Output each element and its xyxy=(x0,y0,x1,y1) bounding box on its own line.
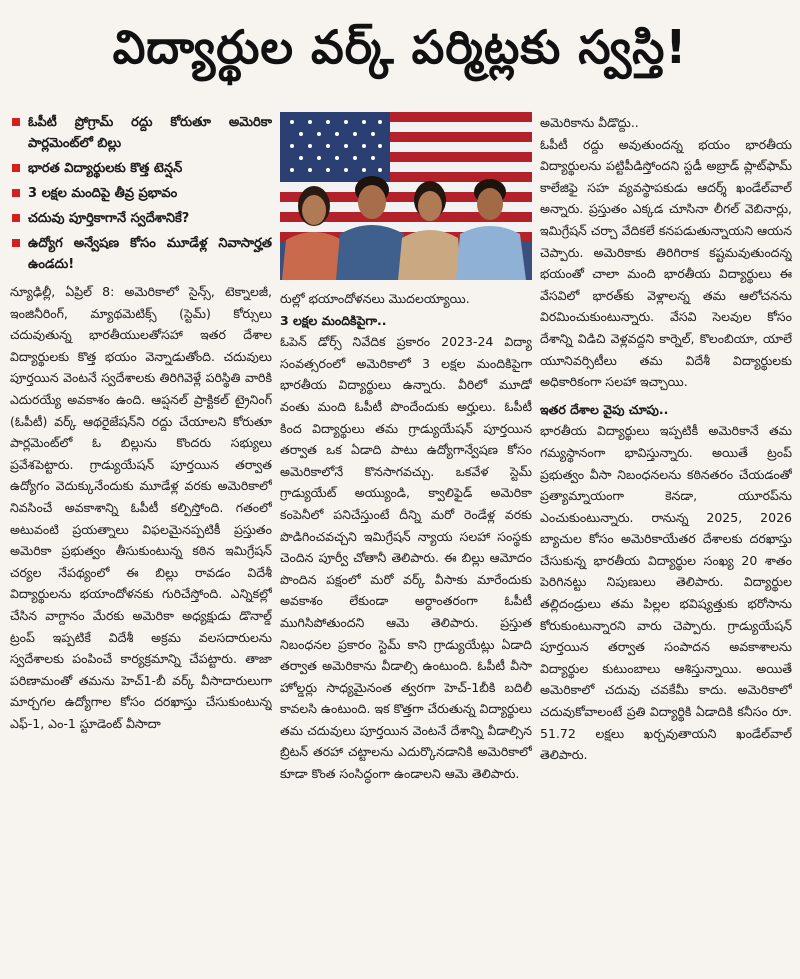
column-3 xyxy=(540,112,792,974)
bullet-text: చదువు పూర్తికాగానే స్వదేశానికే? xyxy=(28,211,190,226)
headline: విద్యార్థుల వర్క్ పర్మిట్లకు స్వస్తి! xyxy=(112,20,688,74)
column-1 xyxy=(10,112,272,974)
bullet-item xyxy=(10,208,272,229)
bullet-text: 3 లక్షల మందిపై తీవ్ర ప్రభావం xyxy=(28,186,178,201)
article-body-2: ఓపెన్ డోర్స్ నివేదిక ప్రకారం 2023-24 విద్యా సంవత్సరంలో అమెరికాలో 3 లక్షల మందికిపైగా భారతీయ విద్యార్థులు ఉన్నారు. వీరిలో మూడో వంతు మంది ఓపీటీ పొందేందుకు అర్హులు. ఓపీటీ కింద విద్యార్థులు తమ గ్రాడ్యుయేషన్ పూర్తయిన తర్వాత ఒక ఏడాది పాటు ఉద్యోగాన్వేషణ కోసం అమెరికాలోనే కొనసాగవచ్చు. ఒకవేళ స్టెమ్ గ్రాడ్యుయేట్ అయ్యుండి, క్వాలిఫైడ్ అమెరికా కంపెనీలో పనిచేస్తుంటే దీన్ని మరో రెండేళ్ల వరకు పొడిగించవచ్చని ఇమిగ్రేషన్ న్యాయ సలహా సంస్థకు చెందిన పూర్వీ చోతానీ తెలిపారు. ఈ బిల్లు ఆమోదం పొందిన పక్షంలో మరో వర్క్ వీసాకు మారేందుకు అవకాశం లేకుండా అర్ధాంతరంగా ఓపీటీ ముగిసిపోతుందని ఆమె తెలిపారు. ప్రస్తుత నిబంధనల ప్రకారం స్టెమ్ కాని గ్రాడ్యుయేట్లు ఏడాది తర్వాత అమెరికాను వీడాల్సి ఉంటుంది. ఓపీటీ వీసా హోల్డర్లు సాధ్యమైనంత త్వరగా హెచ్-1బీకి బదిలీ కావలసి ఉంటుంది. ఇక కొత్తగా చేరుతున్న విద్యార్థులు తమ చదువులు పూర్తయిన వెంటనే దేశాన్ని వీడాల్సిన బ్రిటన్ తరహా చట్టాలను ఎదుర్కొనడానికి అమెరికాలో కూడా కొంత సంసిద్ధంగా ఉండాలని ఆమె తెలిపారు. xyxy=(280,334,532,782)
subheading-3-lakh: 3 లక్షల మందికిపైగా.. xyxy=(280,312,387,328)
article-body-1: న్యూఢిల్లీ, ఏప్రిల్ 8: అమెరికాలో సైన్స్, టెక్నాలజీ, ఇంజినీరింగ్, మ్యాథమెటిక్స్ (స్టెమ్) కోర్సులు చదువుతున్న భారతీయులతోసహా ఇతర దేశాల విద్యార్థులకు కొత్త భయం వెన్నాడుతోంది. చదువులు పూర్తయిన వెంటనే స్వదేశాలకు తిరిగివెళ్లే పరిస్థితి వారికి ఎదురయ్యే అవకాశం ఉంది. ఆప్షనల్ ప్రాక్టికల్ ట్రైనింగ్ (ఓపీటీ) వర్క్ ఆథరైజేషన్‌ని రద్దు చేయాలని కోరుతూ పార్లమెంట్‌లో ఓ బిల్లును కొందరు సభ్యులు ప్రవేశపెట్టారు. గ్రాడ్యుయేషన్ పూర్తయిన తర్వాత ఉద్యోగం వెదుక్కునేందుకు మూడేళ్ల వరకు అమెరికాలో నివసించే అవకాశాన్ని ఓపీటీ కల్పిస్తోంది. గతంలో అటువంటి ప్రయత్నాలు విఫలమైనప్పటికీ ప్రస్తుతం అమెరికా ప్రభుత్వం తీసుకుంటున్న కఠిన ఇమిగ్రేషన్ చర్యల నేపథ్యంలో ఈ బిల్లు రావడం విదేశీ విద్యార్థులను భయాందోళనకు గురిచేస్తోంది. ఎన్నికల్లో చేసిన వాగ్దానం మేరకు అమెరికా అధ్యక్షుడు డొనాల్డ్ ట్రంప్ ఇప్పటికే విదేశీ అక్రమ వలసదారులను స్వదేశాలకు పంపించే కార్యక్రమాన్ని చేపట్టారు. తాజా పరిణామంతో తమను హెచ్1-బీ వర్క్ వీసాదారులుగా మార్చగల ఉద్యోగాల కోసం దరఖాస్తు చేసుకుంటున్న ఎఫ్-1, ఎం-1 స్టూడెంట్ వీసాదా xyxy=(10,284,272,731)
bullet-text: భారత విద్యార్థులకు కొత్త టెన్షన్ xyxy=(28,161,183,176)
bullet-marker xyxy=(12,164,20,172)
bullet-item xyxy=(10,158,272,179)
subheading-other-countries: ఇతర దేశాల వైపు చూపు.. xyxy=(540,401,669,417)
bullet-marker xyxy=(12,214,20,222)
bullet-marker xyxy=(12,118,20,126)
bullet-text: ఓపీటీ ప్రోగ్రామ్ రద్దు కోరుతూ అమెరికా పార్లమెంట్‌లో బిల్లు xyxy=(28,115,272,151)
column-2 xyxy=(280,112,532,974)
article-body-3-intro: అమెరికాను వీడొద్దు.. xyxy=(540,115,639,130)
article-body-2-intro: రుల్లో భయాందోళనలు మొదలయ్యాయి. xyxy=(280,291,470,306)
students-illustration xyxy=(280,112,532,280)
news-photo xyxy=(280,112,532,280)
bullet-item xyxy=(10,112,272,154)
bullet-item xyxy=(10,183,272,204)
highlight-bullets xyxy=(10,112,272,275)
bullet-marker xyxy=(12,189,20,197)
article-body-3a: ఓపీటీ రద్దు అవుతుందన్న భయం భారతీయ విద్యార్థులను పట్టిపీడిస్తోందని స్టడీ అబ్రాడ్ ప్లాట్‌ఫామ్ కాలేజిఫై సహ వ్యవస్థాపకుడు ఆదర్శ్ ఖండేల్‌వాల్ అన్నారు. ప్రస్తుతం ఎక్కడ చూసినా లీగల్ వెబినార్లు, ఇమిగ్రేషన్ చర్చా వేదికలే కనపడుతున్నాయని ఆయన చెప్పారు. అమెరికాకు తిరిగిరాక కష్టమవుతుందన్న భయంతో చాలా మంది భారతీయ విద్యార్థులు ఈ వేసవిలో భారత్‌కు వెళ్లాలన్న తమ ఆలోచనను విరమించుకుంటున్నారు. వేసవి సెలవుల కోసం దేశాన్ని విడిచి వెళ్లవద్దని కార్నెల్, కొలంబియా, యాలే యూనివర్సిటీలు తమ విదేశీ విద్యార్థులకు అధికారికంగా సలహా ఇచ్చాయి. xyxy=(540,136,792,390)
bullet-text: ఉద్యోగ అన్వేషణ కోసం మూడేళ్ల నివాసార్హత ఉండదు! xyxy=(28,236,272,272)
bullet-item xyxy=(10,233,272,275)
bullet-marker xyxy=(12,239,20,247)
article-body-3b: భారతీయ విద్యార్థులు ఇప్పటికీ అమెరికానే తమ గమ్యస్థానంగా భావిస్తున్నారు. అయితే ట్రంప్ ప్రభుత్వం వీసా నిబంధనలను కఠినతరం చేయడంతో ప్రత్యామ్నాయంగా కెనడా, యూరప్‌ను ఎంచుకుంటున్నారు. రానున్న 2025, 2026 బ్యాచుల కోసం అమెరికాయేతర దేశాలకు దరఖాస్తు చేసుకున్న భారతీయ విద్యార్థుల సంఖ్య 20 శాతం పెరిగినట్టు నిపుణులు తెలిపారు. విద్యార్థుల తల్లిదండ్రులు తమ పిల్లల భవిష్యత్తుకు భరోసాను కోరుకుంటున్నారని వారు చెప్పారు. గ్రాడ్యుయేషన్ పూర్తయిన తర్వాత సంపాదన అవకాశాలను విద్యార్థుల కుటుంబాలు ఆశిస్తున్నాయి. అయితే అమెరికాలో చదువు చవకేమీ కాదు. అమెరికాలో చదువుకోవాలంటే ప్రతి విద్యార్థికి ఏడాదికి కనీసం రూ. 51.72 లక్షలు ఖర్చవుతాయని ఖండేల్‌వాల్ తెలిపారు. xyxy=(540,423,792,763)
